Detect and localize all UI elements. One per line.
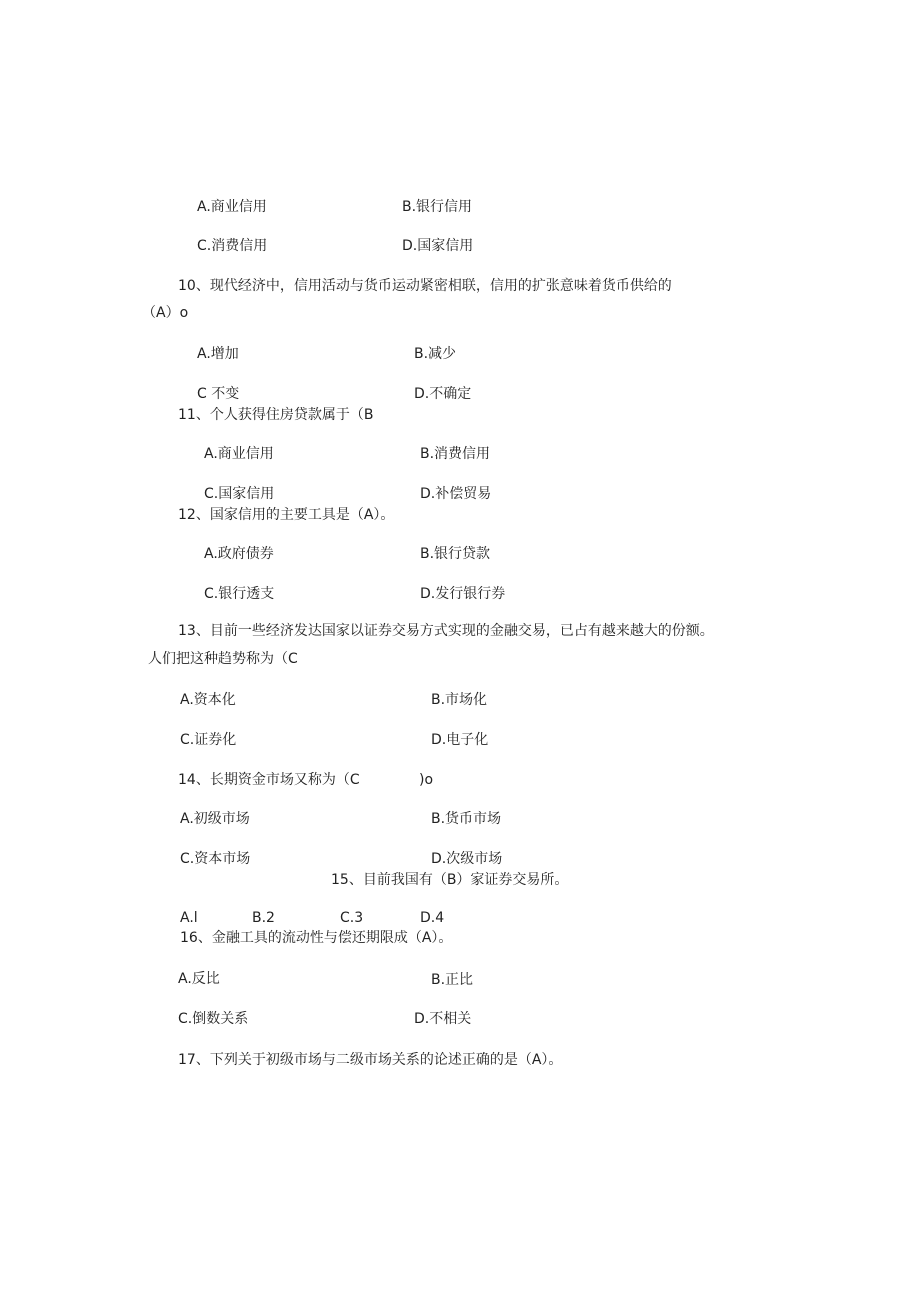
q14-option-b: B.货币市场 <box>431 811 502 827</box>
q10-option-b: B.减少 <box>414 346 457 362</box>
q17-stem: 17、下列关于初级市场与二级市场关系的论述正确的是（A）。 <box>178 1052 563 1068</box>
q15-option-a: A.l <box>180 910 198 926</box>
q15-option-d: D.4 <box>420 910 445 926</box>
q16-option-a: A.反比 <box>178 971 220 987</box>
q14-option-d: D.次级市场 <box>431 851 503 867</box>
q9-option-b: B.银行信用 <box>402 199 473 215</box>
q13-option-c: C.证券化 <box>180 732 237 748</box>
q16-stem: 16、金融工具的流动性与偿还期限成（A）。 <box>180 930 453 946</box>
q11-option-d: D.补偿贸易 <box>420 486 492 502</box>
q12-option-d: D.发行银行券 <box>420 586 506 602</box>
q10-option-c: C 不变 <box>197 386 240 402</box>
q11-option-a: A.商业信用 <box>204 446 274 462</box>
q13-stem-line1: 13、目前一些经济发达国家以证券交易方式实现的金融交易，已占有越来越大的份额。 <box>178 623 714 639</box>
q9-option-c: C.消费信用 <box>197 238 268 254</box>
q15-option-c: C.3 <box>340 910 364 926</box>
q12-option-a: A.政府债券 <box>204 546 274 562</box>
q10-option-d: D.不确定 <box>414 386 472 402</box>
q14-option-c: C.资本市场 <box>180 851 251 867</box>
q13-option-b: B.市场化 <box>431 692 488 708</box>
q15-option-b: B.2 <box>252 910 275 926</box>
q9-option-d: D.国家信用 <box>402 238 474 254</box>
q13-stem-line2: 人们把这种趋势称为（C <box>148 651 298 667</box>
q12-option-b: B.银行贷款 <box>420 546 491 562</box>
q10-option-a: A.增加 <box>197 346 239 362</box>
q10-stem-line2: （A）o <box>142 305 189 321</box>
q13-option-d: D.电子化 <box>431 732 489 748</box>
q16-option-b: B.正比 <box>431 972 474 988</box>
q16-option-c: C.倒数关系 <box>178 1011 249 1027</box>
q11-stem: 11、个人获得住房贷款属于（B <box>178 407 374 423</box>
q11-option-c: C.国家信用 <box>204 486 275 502</box>
q14-stem: 14、长期资金市场又称为（C <box>178 772 360 788</box>
q14-option-a: A.初级市场 <box>180 811 250 827</box>
q15-stem: 15、目前我国有（B）家证券交易所。 <box>331 872 569 888</box>
q14-stem-end: )o <box>419 772 434 788</box>
q12-stem: 12、国家信用的主要工具是（A）。 <box>178 507 395 523</box>
q10-stem-line1: 10、现代经济中，信用活动与货币运动紧密相联，信用的扩张意味着货币供给的 <box>178 278 672 294</box>
q9-option-a: A.商业信用 <box>197 199 267 215</box>
q12-option-c: C.银行透支 <box>204 586 275 602</box>
q16-option-d: D.不相关 <box>414 1011 472 1027</box>
q13-option-a: A.资本化 <box>180 692 236 708</box>
q11-option-b: B.消费信用 <box>420 446 491 462</box>
